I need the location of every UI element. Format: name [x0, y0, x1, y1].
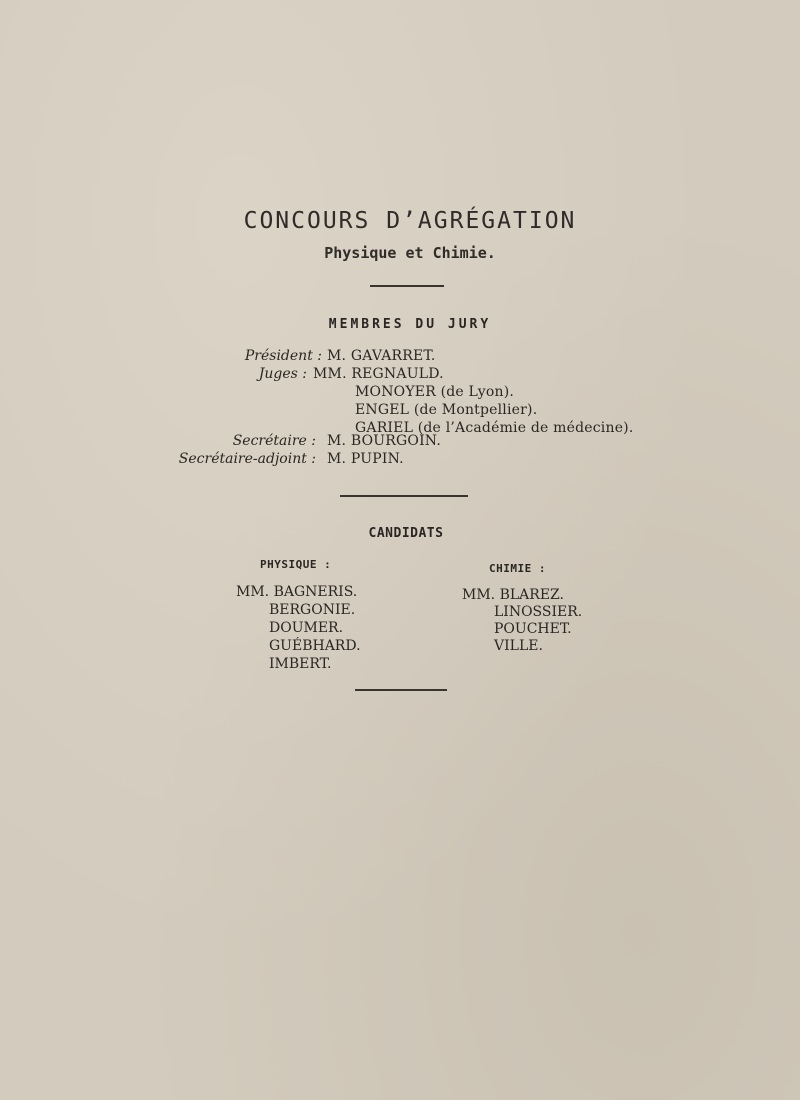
- juge-name: REGNAULD.: [351, 366, 444, 382]
- divider-rule: [370, 285, 444, 287]
- secretaire-title: M.: [327, 433, 347, 449]
- adjoint-name: PUPIN.: [350, 451, 404, 467]
- candidate-name: BLAREZ.: [499, 587, 564, 603]
- adjoint-entry: [327, 451, 404, 467]
- candidate-name: LINOSSIER.: [494, 604, 583, 620]
- physique-title: MM.: [236, 584, 270, 600]
- chimie-entry: [462, 587, 564, 603]
- juge-name: MONOYER (de Lyon).: [355, 384, 515, 400]
- candidate-name: VILLE.: [494, 638, 543, 654]
- jury-heading: MEMBRES DU JURY: [328, 317, 492, 332]
- juges-label: Juges :: [258, 366, 307, 382]
- president-title: M.: [327, 348, 347, 364]
- chimie-title: MM.: [462, 587, 496, 603]
- divider-rule: [340, 495, 468, 497]
- juge-name: ENGEL (de Montpellier).: [355, 402, 538, 418]
- chimie-heading: CHIMIE :: [489, 562, 546, 575]
- page-title: CONCOURS D’AGRÉGATION: [243, 208, 577, 234]
- juges-title: MM.: [313, 366, 347, 382]
- adjoint-title: M.: [327, 451, 347, 467]
- adjoint-label: Secrétaire-adjoint :: [178, 451, 316, 467]
- divider-rule: [355, 689, 447, 691]
- page-subtitle: Physique et Chimie.: [324, 244, 496, 262]
- candidate-name: DOUMER.: [269, 620, 344, 636]
- candidate-name: BAGNERIS.: [273, 584, 358, 600]
- physique-entry: [236, 584, 357, 600]
- juges-entry: [313, 366, 444, 382]
- juge-name: GARIEL (de l’Académie de médecine).: [355, 420, 634, 436]
- secretaire-entry: [327, 433, 441, 449]
- candidate-name: POUCHET.: [494, 621, 572, 637]
- secretaire-name: BOURGOIN.: [350, 433, 442, 449]
- candidats-heading: CANDIDATS: [368, 526, 444, 541]
- physique-heading: PHYSIQUE :: [260, 558, 332, 571]
- candidate-name: GUÉBHARD.: [269, 638, 361, 654]
- president-name: GAVARRET.: [350, 348, 436, 364]
- candidate-name: IMBERT.: [269, 656, 332, 672]
- president-entry: [327, 348, 436, 364]
- president-label: Président :: [244, 348, 322, 364]
- secretaire-label: Secrétaire :: [232, 433, 316, 449]
- candidate-name: BERGONIE.: [269, 602, 356, 618]
